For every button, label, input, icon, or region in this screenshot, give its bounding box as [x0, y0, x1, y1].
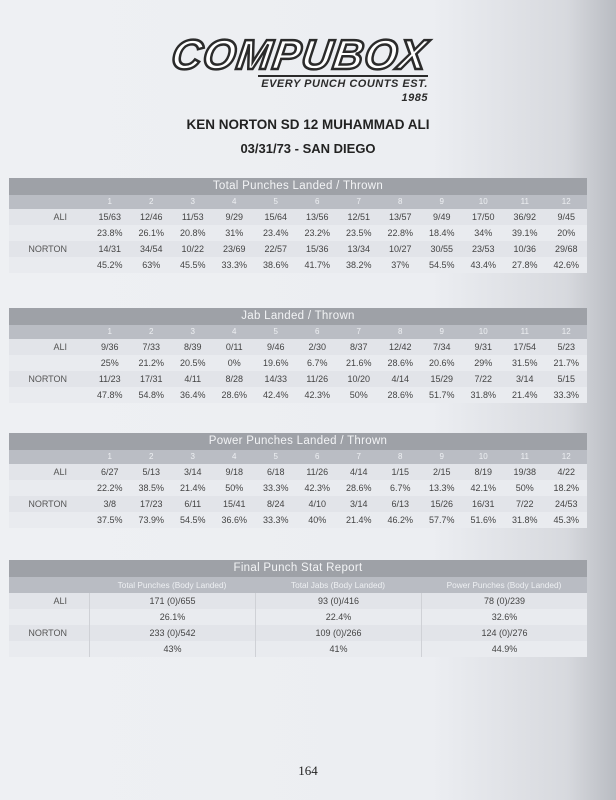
table-cell: 13/34	[347, 244, 371, 254]
table-cell: 37.5%	[96, 515, 123, 525]
row-label	[9, 512, 89, 528]
round-number: 12	[561, 452, 571, 461]
table-cell: 17/50	[471, 212, 495, 222]
table-cell: 45.3%	[553, 515, 580, 525]
round-number: 3	[190, 452, 195, 461]
page-number: 164	[298, 763, 318, 778]
table-cell: 38.2%	[345, 260, 372, 270]
round-number: 11	[520, 197, 529, 206]
table-row	[9, 355, 587, 371]
table-cell: 38.6%	[262, 260, 289, 270]
final-cell: 22.4%	[255, 609, 421, 625]
table-cell: 4/14	[391, 374, 410, 384]
table-cell: 47.8%	[96, 390, 123, 400]
row-label	[9, 609, 89, 625]
round-number: 9	[439, 327, 444, 336]
table-cell: 29%	[474, 358, 493, 368]
round-number: 5	[273, 197, 278, 206]
round-number: 7	[356, 327, 361, 336]
round-number: 7	[356, 452, 361, 461]
table-cell: 10/22	[181, 244, 205, 254]
table-cell: 20.8%	[179, 228, 206, 238]
table-cell: 19/38	[513, 467, 537, 477]
table-cell: 31.5%	[511, 358, 538, 368]
table-cell: 6/13	[391, 499, 410, 509]
table-cell: 31.8%	[511, 515, 538, 525]
final-cell: 26.1%	[89, 609, 255, 625]
table-cell: 30/55	[430, 244, 454, 254]
table-cell: 31%	[225, 228, 244, 238]
table-cell: 8/19	[474, 467, 493, 477]
table-cell: 24/53	[554, 499, 578, 509]
table-cell: 42.6%	[553, 260, 580, 270]
final-cell: 44.9%	[421, 641, 587, 657]
table-cell: 3/8	[103, 499, 116, 509]
table-cell: 9/49	[432, 212, 451, 222]
final-cell: 78 (0)/239	[421, 593, 587, 609]
total-punches-table	[9, 178, 587, 273]
final-cell: 124 (0)/276	[421, 625, 587, 641]
table-cell: 7/33	[142, 342, 161, 352]
round-number: 2	[149, 197, 154, 206]
table-cell: 10/36	[513, 244, 537, 254]
table-cell: 11/26	[306, 374, 329, 384]
table-row	[9, 371, 587, 387]
rounds-header-row	[9, 325, 587, 339]
rounds-header-row	[9, 450, 587, 464]
table-cell: 57.7%	[428, 515, 455, 525]
table-cell: 11/23	[98, 374, 121, 384]
table-cell: 3/14	[515, 374, 534, 384]
rounds-header-blank	[9, 450, 89, 464]
table-cell: 42.3%	[304, 390, 331, 400]
round-number: 1	[107, 452, 112, 461]
table-cell: 6/11	[184, 499, 202, 509]
table-cell: 45.5%	[179, 260, 206, 270]
final-cell: 93 (0)/416	[255, 593, 421, 609]
table-cell: 23.2%	[304, 228, 331, 238]
round-number: 1	[107, 197, 112, 206]
table-cell: 17/54	[513, 342, 537, 352]
round-number: 3	[190, 197, 195, 206]
table-cell: 40%	[308, 515, 327, 525]
final-header-blank	[9, 577, 89, 593]
table-cell: 4/22	[557, 467, 576, 477]
final-report-title: Final Punch Stat Report	[9, 560, 587, 577]
table-cell: 37%	[391, 260, 410, 270]
final-cell: 109 (0)/266	[255, 625, 421, 641]
table-cell: 8/39	[183, 342, 202, 352]
table-row	[9, 209, 587, 225]
round-number: 2	[149, 452, 154, 461]
table-row	[9, 241, 587, 257]
final-header-power-punches: Power Punches (Body Landed)	[446, 580, 562, 590]
row-label: ALI	[53, 467, 67, 477]
round-number: 5	[273, 327, 278, 336]
table-cell: 23.4%	[262, 228, 289, 238]
table-cell: 9/45	[557, 212, 576, 222]
table-cell: 4/14	[349, 467, 368, 477]
round-number: 10	[478, 452, 488, 461]
table-cell: 20.5%	[179, 358, 206, 368]
table-cell: 13.3%	[428, 483, 455, 493]
table-cell: 42.3%	[304, 483, 331, 493]
table-cell: 23/53	[471, 244, 495, 254]
table-cell: 9/31	[474, 342, 493, 352]
table-cell: 21.4%	[179, 483, 206, 493]
table-cell: 54.8%	[138, 390, 165, 400]
table-cell: 33.3%	[262, 483, 289, 493]
table-cell: 9/36	[100, 342, 119, 352]
table-title: Power Punches Landed / Thrown	[9, 433, 587, 450]
table-title: Jab Landed / Thrown	[9, 308, 587, 325]
round-number: 10	[478, 197, 488, 206]
table-cell: 15/64	[264, 212, 288, 222]
table-cell: 51.6%	[470, 515, 497, 525]
final-cell: 41%	[255, 641, 421, 657]
table-cell: 18.2%	[553, 483, 580, 493]
row-label	[9, 387, 89, 403]
final-row-norton-pct	[9, 641, 587, 657]
table-cell: 63%	[142, 260, 161, 270]
round-number: 10	[478, 327, 488, 336]
table-cell: 14/33	[264, 374, 288, 384]
table-cell: 23.8%	[96, 228, 123, 238]
table-cell: 4/11	[184, 374, 202, 384]
table-cell: 5/15	[557, 374, 576, 384]
table-cell: 39.1%	[511, 228, 538, 238]
table-cell: 22.2%	[96, 483, 123, 493]
table-row	[9, 512, 587, 528]
round-number: 5	[273, 452, 278, 461]
table-cell: 28.6%	[387, 358, 414, 368]
table-cell: 31.8%	[470, 390, 497, 400]
final-cell: 43%	[89, 641, 255, 657]
row-label: ALI	[53, 342, 67, 352]
table-cell: 7/22	[515, 499, 534, 509]
fight-date-location: 03/31/73 - SAN DIEGO	[240, 141, 376, 156]
round-number: 7	[356, 197, 361, 206]
table-row	[9, 257, 587, 273]
final-row-norton	[9, 625, 587, 641]
final-row-ali	[9, 593, 587, 609]
table-cell: 15/41	[222, 499, 246, 509]
final-cell: 233 (0)/542	[89, 625, 255, 641]
table-cell: 11/26	[306, 467, 329, 477]
table-cell: 33.3%	[262, 515, 289, 525]
row-label: ALI	[53, 596, 67, 606]
table-cell: 4/10	[308, 499, 327, 509]
final-report-header-row	[9, 577, 587, 593]
table-cell: 2/30	[308, 342, 327, 352]
rounds-header-blank	[9, 195, 89, 209]
round-number: 9	[439, 197, 444, 206]
rounds-header-row	[9, 195, 587, 209]
row-label	[9, 355, 89, 371]
table-cell: 12/42	[388, 342, 412, 352]
jab-table	[9, 308, 587, 403]
row-label: NORTON	[28, 374, 67, 384]
round-number: 2	[149, 327, 154, 336]
final-header-total-jabs: Total Jabs (Body Landed)	[290, 580, 386, 590]
table-cell: 6/27	[100, 467, 119, 477]
table-cell: 8/28	[225, 374, 244, 384]
row-label: NORTON	[28, 244, 67, 254]
table-cell: 17/31	[139, 374, 163, 384]
table-row	[9, 464, 587, 480]
table-cell: 29/68	[554, 244, 578, 254]
table-cell: 15/63	[98, 212, 122, 222]
round-number: 6	[315, 327, 320, 336]
rounds-header-blank	[9, 325, 89, 339]
fight-title: KEN NORTON SD 12 MUHAMMAD ALI	[186, 117, 430, 132]
table-cell: 9/29	[225, 212, 244, 222]
table-cell: 16/31	[471, 499, 495, 509]
table-cell: 45.2%	[96, 260, 123, 270]
table-cell: 10/27	[388, 244, 412, 254]
round-number: 9	[439, 452, 444, 461]
row-label	[9, 257, 89, 273]
table-cell: 36.4%	[179, 390, 206, 400]
round-number: 4	[232, 327, 237, 336]
table-cell: 23.5%	[345, 228, 372, 238]
table-cell: 34%	[474, 228, 493, 238]
table-cell: 33.3%	[553, 390, 580, 400]
table-cell: 20.6%	[428, 358, 455, 368]
table-cell: 73.9%	[138, 515, 165, 525]
round-number: 8	[398, 197, 403, 206]
row-label	[9, 225, 89, 241]
table-cell: 15/36	[305, 244, 329, 254]
table-cell: 21.6%	[345, 358, 372, 368]
table-cell: 5/23	[557, 342, 576, 352]
compubox-logo	[168, 31, 432, 104]
table-cell: 3/14	[349, 499, 368, 509]
table-row	[9, 496, 587, 512]
table-title: Total Punches Landed / Thrown	[9, 178, 587, 195]
round-number: 11	[520, 452, 529, 461]
table-cell: 9/18	[225, 467, 244, 477]
table-cell: 7/34	[432, 342, 451, 352]
row-label	[9, 480, 89, 496]
final-cell: 32.6%	[421, 609, 587, 625]
round-number: 6	[315, 197, 320, 206]
table-cell: 27.8%	[511, 260, 538, 270]
table-cell: 42.1%	[470, 483, 497, 493]
table-cell: 15/26	[430, 499, 454, 509]
row-label: ALI	[53, 212, 67, 222]
table-cell: 6.7%	[389, 483, 411, 493]
table-cell: 8/24	[266, 499, 285, 509]
table-cell: 12/51	[347, 212, 371, 222]
table-cell: 21.7%	[553, 358, 580, 368]
table-cell: 15/29	[430, 374, 454, 384]
table-cell: 38.5%	[138, 483, 165, 493]
table-cell: 19.6%	[262, 358, 289, 368]
table-cell: 13/57	[388, 212, 412, 222]
table-cell: 54.5%	[428, 260, 455, 270]
table-cell: 17/23	[139, 499, 163, 509]
round-number: 1	[107, 327, 112, 336]
final-row-ali-pct	[9, 609, 587, 625]
power-punches-table	[9, 433, 587, 528]
logo-tagline: EVERY PUNCH COUNTS EST. 1985	[258, 75, 428, 91]
table-cell: 9/46	[266, 342, 285, 352]
table-cell: 0/11	[225, 342, 243, 352]
table-cell: 50%	[225, 483, 244, 493]
round-number: 8	[398, 327, 403, 336]
final-header-total-punches: Total Punches (Body Landed)	[117, 580, 227, 590]
table-cell: 28.6%	[387, 390, 414, 400]
table-cell: 10/20	[347, 374, 371, 384]
table-cell: 0%	[227, 358, 241, 368]
table-cell: 54.5%	[179, 515, 206, 525]
table-row	[9, 387, 587, 403]
table-cell: 28.6%	[221, 390, 248, 400]
table-cell: 13/56	[305, 212, 329, 222]
table-cell: 33.3%	[221, 260, 248, 270]
table-cell: 50%	[515, 483, 534, 493]
table-cell: 5/13	[142, 467, 161, 477]
table-cell: 12/46	[139, 212, 163, 222]
round-number: 4	[232, 452, 237, 461]
table-cell: 42.4%	[262, 390, 289, 400]
table-cell: 22/57	[264, 244, 288, 254]
table-cell: 36.6%	[221, 515, 248, 525]
round-number: 8	[398, 452, 403, 461]
round-number: 4	[232, 197, 237, 206]
final-report-table	[9, 560, 587, 657]
table-cell: 2/15	[432, 467, 451, 477]
table-cell: 11/53	[181, 212, 204, 222]
table-cell: 8/37	[349, 342, 368, 352]
table-cell: 26.1%	[138, 228, 165, 238]
table-cell: 34/54	[139, 244, 163, 254]
round-number: 11	[520, 327, 529, 336]
table-cell: 18.4%	[428, 228, 455, 238]
table-cell: 6/18	[266, 467, 285, 477]
round-number: 12	[561, 327, 571, 336]
table-cell: 22.8%	[387, 228, 414, 238]
table-cell: 20%	[557, 228, 576, 238]
table-cell: 25%	[100, 358, 119, 368]
table-cell: 7/22	[474, 374, 493, 384]
table-cell: 41.7%	[304, 260, 331, 270]
table-cell: 21.2%	[138, 358, 165, 368]
table-cell: 6.7%	[306, 358, 328, 368]
table-cell: 23/69	[222, 244, 246, 254]
table-cell: 50%	[349, 390, 368, 400]
table-cell: 43.4%	[470, 260, 497, 270]
row-label: NORTON	[28, 628, 67, 638]
table-cell: 51.7%	[428, 390, 455, 400]
final-cell: 171 (0)/655	[89, 593, 255, 609]
row-label: NORTON	[28, 499, 67, 509]
table-cell: 21.4%	[345, 515, 372, 525]
table-cell: 46.2%	[387, 515, 414, 525]
table-cell: 1/15	[391, 467, 410, 477]
table-row	[9, 480, 587, 496]
table-cell: 36/92	[513, 212, 537, 222]
table-row	[9, 225, 587, 241]
table-cell: 28.6%	[345, 483, 372, 493]
round-number: 6	[315, 452, 320, 461]
table-cell: 14/31	[98, 244, 122, 254]
table-row	[9, 339, 587, 355]
logo-wordmark: COMPUBOX	[168, 31, 431, 78]
row-label	[9, 641, 89, 657]
table-cell: 21.4%	[511, 390, 538, 400]
round-number: 12	[561, 197, 571, 206]
round-number: 3	[190, 327, 195, 336]
table-cell: 3/14	[183, 467, 202, 477]
